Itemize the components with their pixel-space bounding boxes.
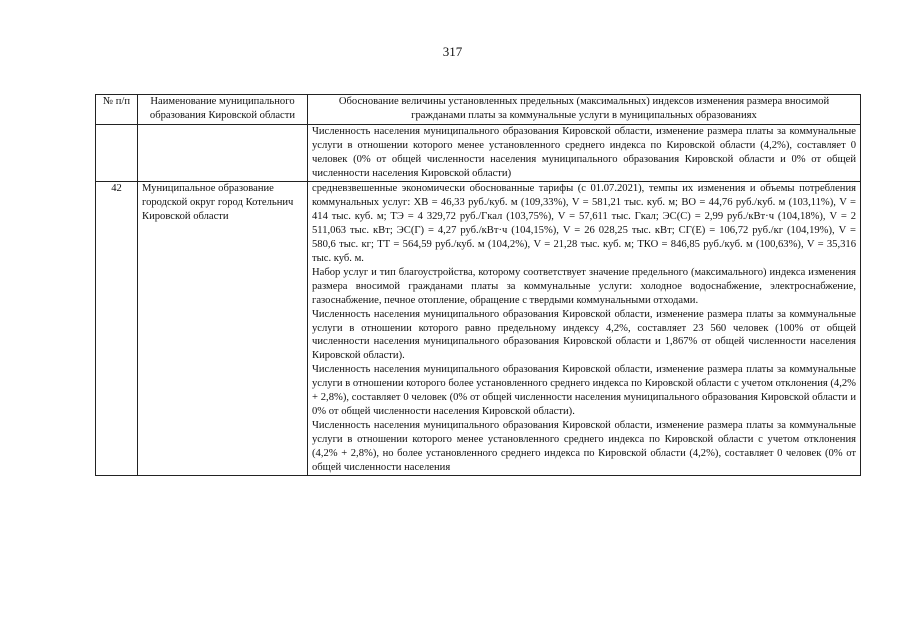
continuation-number-cell (96, 124, 138, 182)
population-between-index-paragraph: Численность населения муниципального образования Кировской области, изменение размера платы за коммунальные услуги в отношении которого менее установленного среднего индекса по Кировской области с учетом отклонения (4,2% + 2,8%), но более установленного среднего индекса по Кировской области (4,2%), составляет 0 человек (0% от общей численности населения (312, 419, 856, 473)
header-municipality-name: Наименование муниципального образования Кировской области (138, 95, 308, 125)
justification-cell (308, 182, 861, 476)
table-row (96, 182, 861, 476)
tariff-index-table (95, 94, 861, 476)
continuation-paragraph: Численность населения муниципального образования Кировской области, изменение размера платы за коммунальные услуги в отношении которого менее установленного среднего индекса по Кировской области (4,2%), составляет 0 человек (0% от общей численности населения муниципального образования Кировской области и 0% от общей численности населения Кировской области) (312, 125, 856, 179)
table-row-continuation (96, 124, 861, 182)
municipality-name: Муниципальное образование городской округ город Котельнич Кировской области (138, 182, 308, 476)
continuation-justification-cell (308, 124, 861, 182)
services-set-paragraph: Набор услуг и тип благоустройства, которому соответствует значение предельного (максимального) индекса изменения размера вносимой гражданами платы за коммунальные услуги: холодное водоснабжение, электроснабжение, газоснабжение, печное отопление, обращение с твердыми коммунальными отходами. (312, 266, 856, 306)
header-number: № п/п (96, 95, 138, 125)
continuation-name-cell (138, 124, 308, 182)
table-header-row (96, 95, 861, 125)
population-equal-index-paragraph: Численность населения муниципального образования Кировской области, изменение размера платы за коммунальные услуги в отношении которого равно предельному индексу 4,2%, составляет 23 560 человек (100% от общей численности населения муниципального образования Кировской области и 1,867% от общей численности населения Кировской области). (312, 308, 856, 362)
page-number: 317 (442, 44, 463, 59)
population-above-index-paragraph: Численность населения муниципального образования Кировской области, изменение размера платы за коммунальные услуги в отношении которого более установленного среднего индекса по Кировской области с учетом отклонения (4,2% + 2,8%), составляет 0 человек (0% от общей численности населения муниципального образования Кировской области и 0% от общей численности населения Кировской области). (312, 364, 856, 417)
page-bottom-margin (0, 595, 905, 640)
row-number: 42 (96, 182, 138, 476)
tariffs-paragraph: средневзвешенные экономически обоснованные тарифы (с 01.07.2021), темпы их изменения и объемы потребления коммунальных услуг: ХВ = 46,33 руб./куб. м (109,33%), V = 581,21 тыс. куб. м; ВО = 44,76 руб./куб. м (103,11%), V = 414 тыс. куб. м; ТЭ = 4 329,72 руб./Гкал (103,75%), V = 57,611 тыс. Гкал; ЭС(С) = 2,99 руб./кВт·ч (104,18%), V = 2 511,063 тыс. кВт; ЭС(Г) = 4,27 руб./кВт·ч (104,15%), V = 26 028,25 тыс. кВт; СГ(Е) = 106,72 руб./кг (104,19%), V = 580,6 тыс. кг; ТТ = 564,59 руб./куб. м (104,2%), V = 21,28 тыс. куб. м; ТКО = 846,85 руб./куб. м (100,63%), V = 35,316 тыс. куб. м. (312, 183, 856, 264)
header-justification: Обоснование величины установленных предельных (максимальных) индексов изменения размера вносимой гражданами платы за коммунальные услуги в муниципальных образованиях (308, 95, 861, 125)
